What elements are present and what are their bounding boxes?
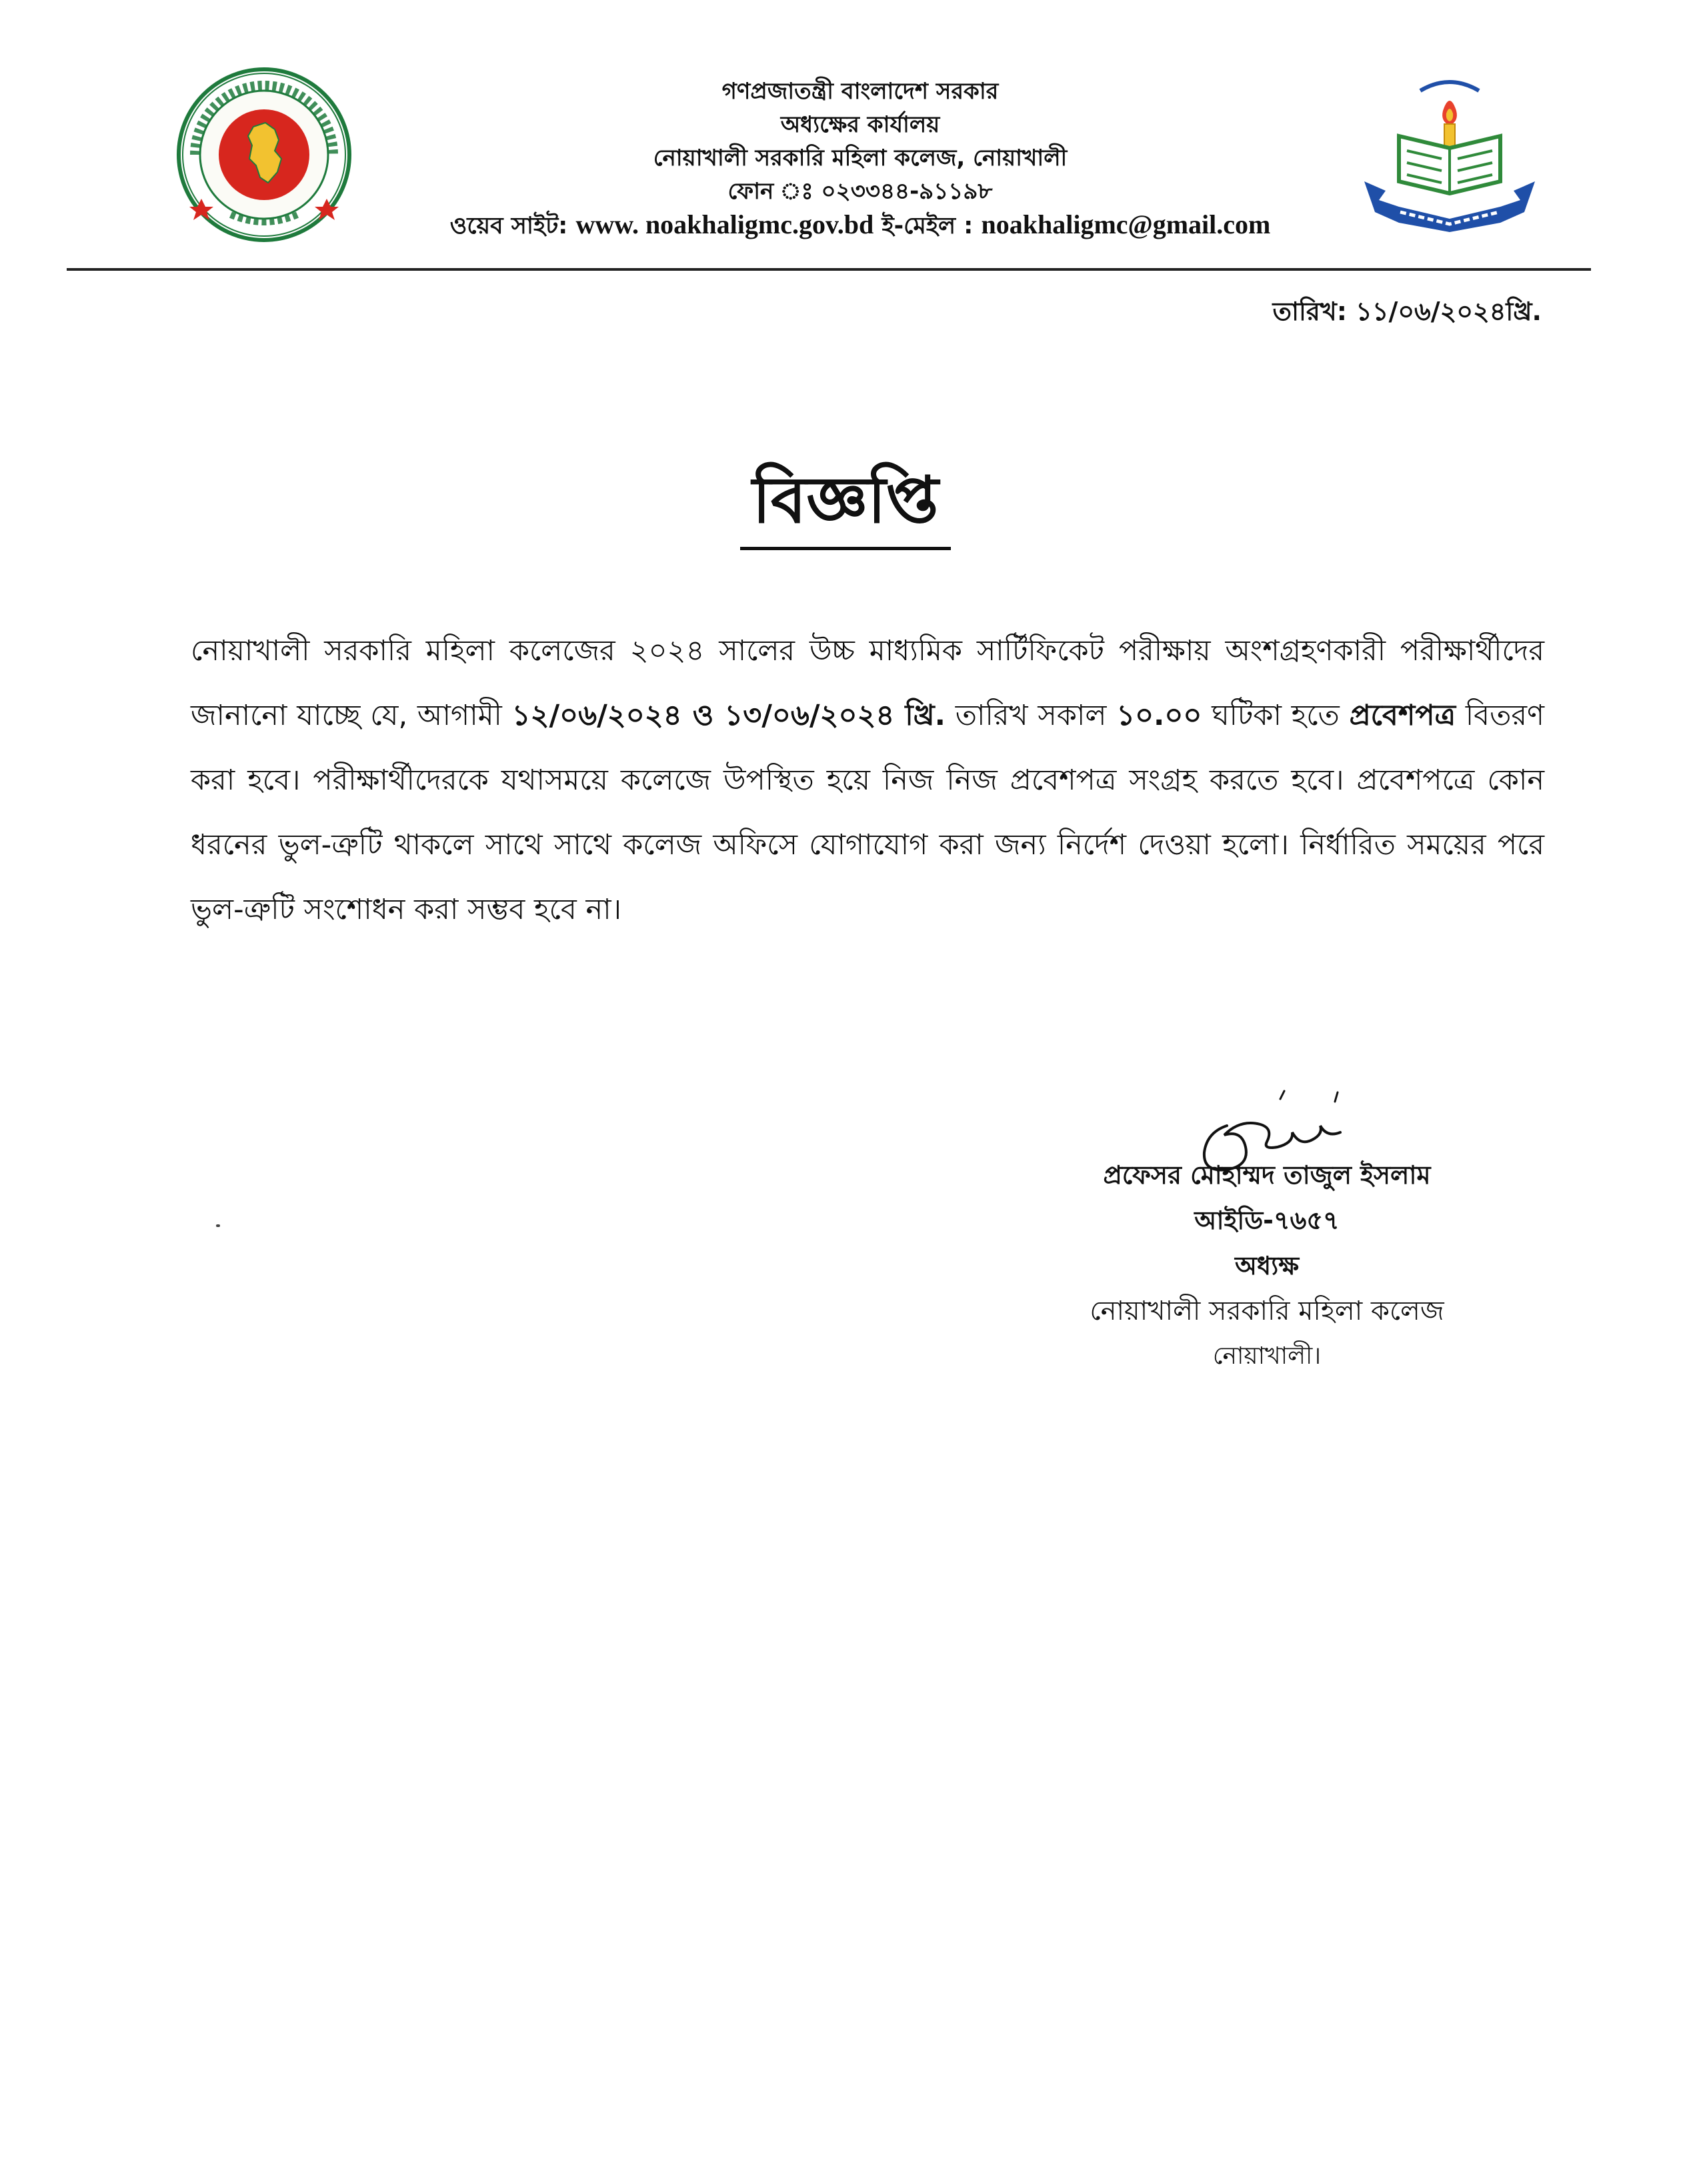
notice-body xyxy=(191,619,1544,942)
letterhead xyxy=(373,75,1347,243)
signatory-name: প্রফেসর মোহাম্মদ তাজুল ইসলাম xyxy=(1103,1160,1431,1190)
notice-date: তারিখ: ১১/০৬/২০২৪খ্রি. xyxy=(1272,297,1542,326)
web-label: ওয়েব সাইট: xyxy=(449,213,568,239)
header-divider xyxy=(67,268,1591,271)
email-link[interactable]: noakhaligmc@gmail.com xyxy=(981,209,1271,239)
notice-title-wrap xyxy=(0,460,1691,550)
signatory-id: আইডি-৭৬৫৭ xyxy=(1194,1206,1340,1235)
body-part-1: নোয়াখালী সরকারি মহিলা কলেজের ২০২৪ সালের উচ্চ মাধ্যমিক সার্টিফিকেট পরীক্ষায় অংশগ্রহণকারী পরীক্ষার্থীদের জানানো যাচ্ছে যে, আগামী xyxy=(191,634,1544,732)
signatory-institution: নোয়াখালী সরকারি মহিলা কলেজ xyxy=(1090,1296,1444,1326)
government-seal-logo xyxy=(175,65,353,244)
body-part-3: ঘটিকা হতে xyxy=(1202,699,1350,732)
letterhead-office: অধ্যক্ষের কার্যালয় xyxy=(780,111,940,138)
body-part-4: বিতরণ করা হবে। পরীক্ষার্থীদেরকে যথাসময়ে কলেজে উপস্থিত হয়ে নিজ নিজ প্রবেশপত্র সংগ্রহ করতে হবে। প্রবেশপত্রে কোন ধরনের ভুল-ত্রুটি থাকলে সাথে সাথে কলেজ অফিসে যোগাযোগ করা জন্য নির্দেশ দেওয়া হলো। নির্ধারিত সময়ের পরে ভুল-ত্রুটি সংশোধন করা সম্ভব হবে না। xyxy=(191,699,1545,926)
website-link[interactable]: www. noakhaligmc.gov.bd xyxy=(575,209,874,239)
email-label: ই-মেইল : xyxy=(882,213,974,239)
signatory-block xyxy=(1014,1152,1520,1379)
signatory-designation: অধ্যক্ষ xyxy=(1234,1251,1299,1280)
letterhead-college: নোয়াখালী সরকারি মহিলা কলেজ, নোয়াখালী xyxy=(653,145,1068,171)
college-emblem-logo xyxy=(1359,64,1540,237)
distribution-time: ১০.০০ xyxy=(1116,699,1202,732)
letterhead-phone: ফোন ঃ ০২৩৩৪৪-৯১১৯৮ xyxy=(727,178,993,205)
signatory-place: নোয়াখালী। xyxy=(1212,1342,1322,1370)
body-part-2: তারিখ সকাল xyxy=(945,699,1117,732)
letterhead-government: গণপ্রজাতন্ত্রী বাংলাদেশ সরকার xyxy=(721,78,999,105)
notice-title: বিজ্ঞপ্তি xyxy=(740,460,950,550)
letterhead-contact xyxy=(373,208,1347,243)
distribution-dates: ১২/০৬/২০২৪ ও ১৩/০৬/২০২৪ খ্রি. xyxy=(511,699,946,732)
admit-card-keyword: প্রবেশপত্র xyxy=(1349,699,1456,732)
scan-speck xyxy=(216,1224,220,1227)
